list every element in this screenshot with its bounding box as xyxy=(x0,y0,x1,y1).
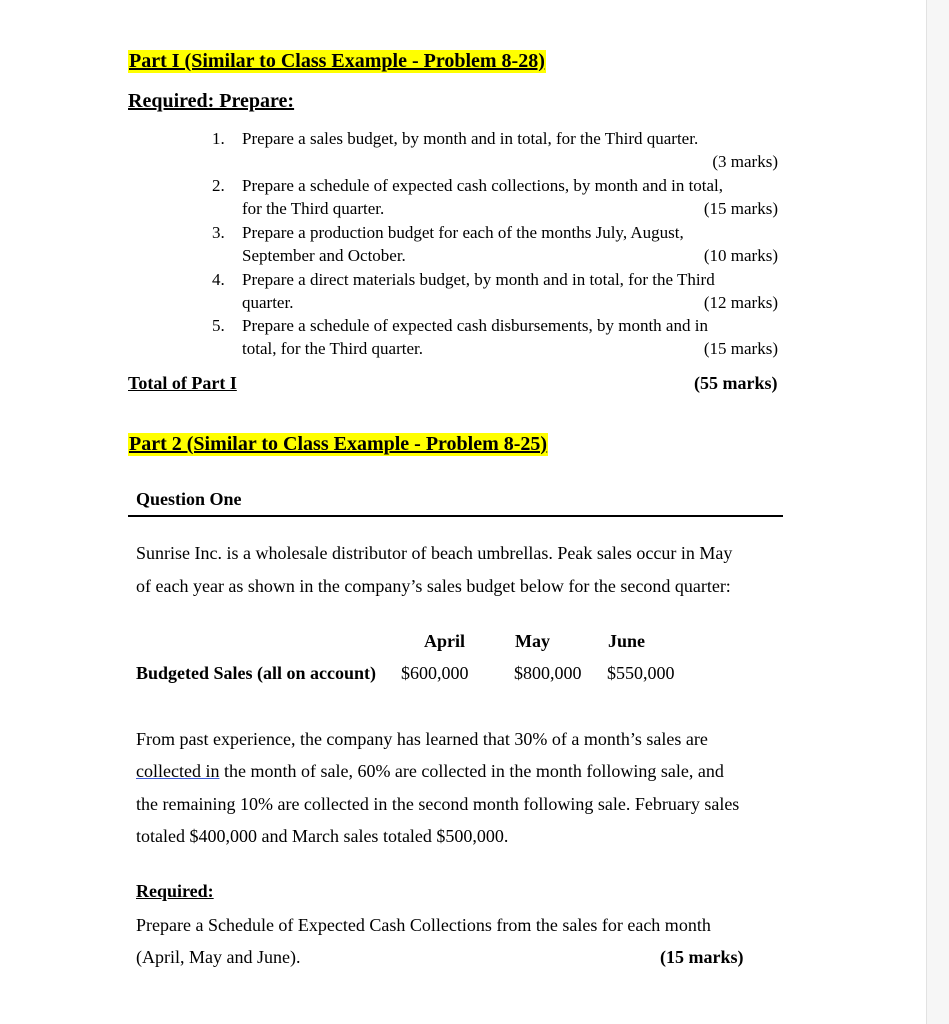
item-number: 4. xyxy=(212,270,225,289)
part1-heading: Part I (Similar to Class Example - Problem 8-28) xyxy=(129,50,545,72)
item-text: Prepare a sales budget, by month and in total, for the Third quarter. xyxy=(242,129,699,148)
item-number: 5. xyxy=(212,316,225,335)
para-text: totaled $400,000 and March sales totaled $500,000. xyxy=(136,826,509,846)
item-text: total, for the Third quarter. xyxy=(242,339,423,358)
para-text: the remaining 10% are collected in the second month following sale. February sales xyxy=(136,794,740,814)
item-text: Prepare a schedule of expected cash collections, by month and in total, xyxy=(242,176,724,195)
para-text-rest: the month of sale, 60% are collected in the month following sale, and xyxy=(219,761,724,781)
row-label: Budgeted Sales (all on account) xyxy=(136,663,377,683)
list-item xyxy=(212,127,778,173)
item-number: 2. xyxy=(212,176,225,195)
col-header-june: June xyxy=(608,631,646,651)
required-text: (April, May and June). xyxy=(136,947,301,967)
required-text: Prepare a Schedule of Expected Cash Collections from the sales for each month xyxy=(136,915,711,935)
question-title: Question One xyxy=(136,489,242,509)
item-text: quarter. xyxy=(242,293,294,312)
item-marks: (12 marks) xyxy=(703,293,778,312)
list-item xyxy=(212,174,778,220)
item-text: for the Third quarter. xyxy=(242,199,385,218)
col-header-april: April xyxy=(424,631,466,651)
item-marks: (10 marks) xyxy=(703,246,778,265)
total-marks: (55 marks) xyxy=(694,373,778,393)
item-text: Prepare a production budget for each of the months July, August, xyxy=(242,223,684,242)
item-text: Prepare a direct materials budget, by month and in total, for the Third xyxy=(242,270,715,289)
intro-text: Sunrise Inc. is a wholesale distributor of beach umbrellas. Peak sales occur in May xyxy=(136,543,733,563)
item-marks: (3 marks) xyxy=(712,152,778,171)
item-text: Prepare a schedule of expected cash disbursements, by month and in xyxy=(242,316,708,335)
col-header-may: May xyxy=(515,631,550,651)
para-text xyxy=(136,761,724,782)
page-margin xyxy=(926,0,949,1024)
required-marks: (15 marks) xyxy=(660,947,744,967)
value-june: $550,000 xyxy=(607,663,675,683)
intro-text: of each year as shown in the company’s sales budget below for the second quarter: xyxy=(136,576,731,596)
list-item xyxy=(212,314,778,360)
required-label: Required: xyxy=(136,881,214,901)
para-text: From past experience, the company has learned that 30% of a month’s sales are xyxy=(136,729,708,749)
part2-heading: Part 2 (Similar to Class Example - Problem 8-25) xyxy=(129,433,548,455)
item-marks: (15 marks) xyxy=(703,339,778,358)
list-item xyxy=(212,221,778,267)
value-may: $800,000 xyxy=(514,663,582,683)
spellcheck-mark: collected in xyxy=(136,761,220,781)
item-number: 1. xyxy=(212,129,225,148)
list-item xyxy=(212,268,778,314)
divider xyxy=(128,515,783,517)
total-label: Total of Part I xyxy=(128,373,237,393)
item-text: September and October. xyxy=(242,246,406,265)
value-april: $600,000 xyxy=(401,663,469,683)
part1-required: Required: Prepare: xyxy=(128,90,295,112)
item-number: 3. xyxy=(212,223,225,242)
item-marks: (15 marks) xyxy=(703,199,778,218)
